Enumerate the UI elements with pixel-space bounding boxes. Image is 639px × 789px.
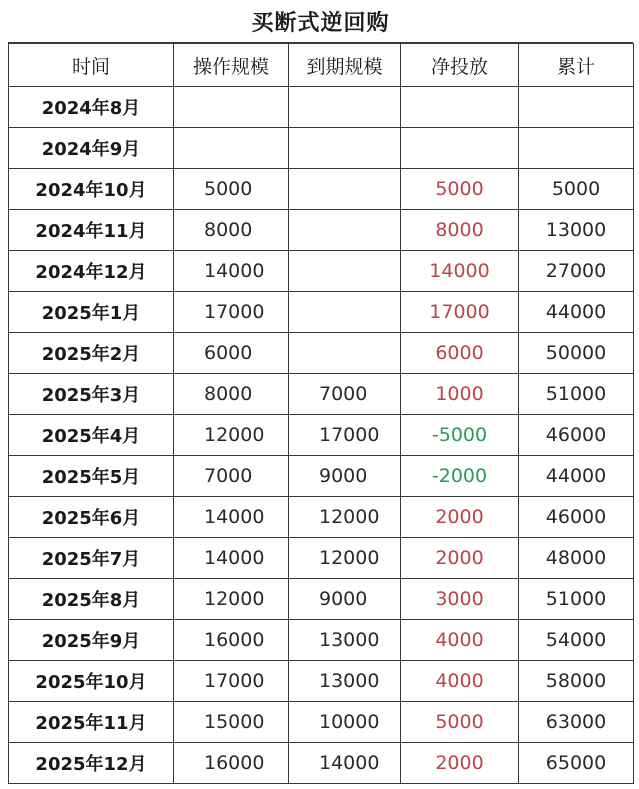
operation-cell: 14000: [174, 538, 289, 579]
net-cell: 2000: [401, 743, 519, 784]
table-body: [9, 87, 634, 784]
table-row: [9, 702, 634, 743]
operation-cell: 12000: [174, 415, 289, 456]
total-cell: 50000: [519, 333, 634, 374]
maturity-cell: 9000: [289, 579, 401, 620]
total-cell: 13000: [519, 210, 634, 251]
operation-cell: [174, 87, 289, 128]
month-cell: 2025年7月: [9, 538, 174, 579]
month-cell: 2025年4月: [9, 415, 174, 456]
total-cell: 44000: [519, 292, 634, 333]
total-cell: 46000: [519, 415, 634, 456]
net-cell: 5000: [401, 702, 519, 743]
net-cell: 14000: [401, 251, 519, 292]
maturity-cell: 17000: [289, 415, 401, 456]
total-cell: 27000: [519, 251, 634, 292]
net-cell: -5000: [401, 415, 519, 456]
net-cell: 8000: [401, 210, 519, 251]
net-cell: 17000: [401, 292, 519, 333]
table-row: [9, 538, 634, 579]
maturity-cell: 9000: [289, 456, 401, 497]
maturity-cell: [289, 251, 401, 292]
table-row: [9, 620, 634, 661]
total-cell: 51000: [519, 579, 634, 620]
maturity-cell: 7000: [289, 374, 401, 415]
header-month: 时间: [9, 44, 174, 87]
operation-cell: 5000: [174, 169, 289, 210]
maturity-cell: 13000: [289, 661, 401, 702]
table-row: [9, 374, 634, 415]
reverse-repo-table: [8, 43, 634, 784]
maturity-cell: 14000: [289, 743, 401, 784]
table-row: [9, 210, 634, 251]
table-row: [9, 251, 634, 292]
net-cell: 5000: [401, 169, 519, 210]
table-row: [9, 128, 634, 169]
header-total: 累计: [519, 44, 634, 87]
net-cell: [401, 87, 519, 128]
net-cell: 4000: [401, 620, 519, 661]
header-operation: 操作规模: [174, 44, 289, 87]
maturity-cell: 12000: [289, 497, 401, 538]
month-cell: 2025年9月: [9, 620, 174, 661]
month-cell: 2024年9月: [9, 128, 174, 169]
operation-cell: 14000: [174, 251, 289, 292]
month-cell: 2025年1月: [9, 292, 174, 333]
net-cell: 3000: [401, 579, 519, 620]
net-cell: 4000: [401, 661, 519, 702]
table-row: [9, 169, 634, 210]
total-cell: 5000: [519, 169, 634, 210]
table-row: [9, 661, 634, 702]
net-cell: 2000: [401, 538, 519, 579]
total-cell: 51000: [519, 374, 634, 415]
table-row: [9, 743, 634, 784]
table-row: [9, 456, 634, 497]
month-cell: 2025年11月: [9, 702, 174, 743]
month-cell: 2025年3月: [9, 374, 174, 415]
net-cell: 1000: [401, 374, 519, 415]
maturity-cell: 13000: [289, 620, 401, 661]
total-cell: 44000: [519, 456, 634, 497]
maturity-cell: [289, 210, 401, 251]
operation-cell: 12000: [174, 579, 289, 620]
operation-cell: 8000: [174, 374, 289, 415]
operation-cell: 8000: [174, 210, 289, 251]
table-title: 买断式逆回购: [8, 6, 633, 43]
net-cell: 6000: [401, 333, 519, 374]
header-maturity: 到期规模: [289, 44, 401, 87]
table-row: [9, 579, 634, 620]
table-row: [9, 497, 634, 538]
maturity-cell: [289, 292, 401, 333]
net-cell: 2000: [401, 497, 519, 538]
month-cell: 2025年10月: [9, 661, 174, 702]
operation-cell: 17000: [174, 661, 289, 702]
total-cell: 65000: [519, 743, 634, 784]
month-cell: 2025年5月: [9, 456, 174, 497]
month-cell: 2024年8月: [9, 87, 174, 128]
month-cell: 2024年11月: [9, 210, 174, 251]
table-row: [9, 292, 634, 333]
total-cell: 48000: [519, 538, 634, 579]
table-row: [9, 415, 634, 456]
table-row: [9, 87, 634, 128]
total-cell: 58000: [519, 661, 634, 702]
operation-cell: 17000: [174, 292, 289, 333]
maturity-cell: 10000: [289, 702, 401, 743]
month-cell: 2024年12月: [9, 251, 174, 292]
total-cell: 63000: [519, 702, 634, 743]
operation-cell: 7000: [174, 456, 289, 497]
table-row: [9, 333, 634, 374]
maturity-cell: [289, 333, 401, 374]
net-cell: -2000: [401, 456, 519, 497]
total-cell: [519, 87, 634, 128]
maturity-cell: 12000: [289, 538, 401, 579]
month-cell: 2025年12月: [9, 743, 174, 784]
maturity-cell: [289, 169, 401, 210]
operation-cell: 15000: [174, 702, 289, 743]
operation-cell: 16000: [174, 743, 289, 784]
month-cell: 2025年2月: [9, 333, 174, 374]
month-cell: 2025年6月: [9, 497, 174, 538]
operation-cell: [174, 128, 289, 169]
header-row: [9, 44, 634, 87]
header-net: 净投放: [401, 44, 519, 87]
operation-cell: 16000: [174, 620, 289, 661]
month-cell: 2024年10月: [9, 169, 174, 210]
total-cell: 46000: [519, 497, 634, 538]
net-cell: [401, 128, 519, 169]
month-cell: 2025年8月: [9, 579, 174, 620]
operation-cell: 6000: [174, 333, 289, 374]
operation-cell: 14000: [174, 497, 289, 538]
maturity-cell: [289, 87, 401, 128]
total-cell: 54000: [519, 620, 634, 661]
maturity-cell: [289, 128, 401, 169]
total-cell: [519, 128, 634, 169]
